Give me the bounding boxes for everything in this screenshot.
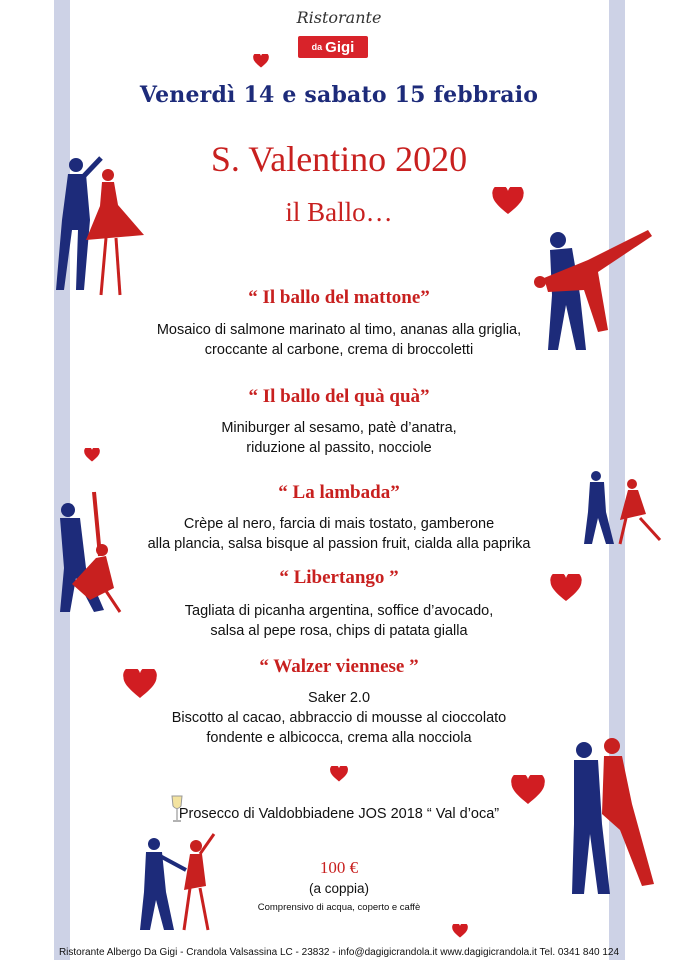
course-line: fondente e albicocca, crema alla nocciola: [206, 730, 472, 746]
wine-pairing: Prosecco di Valdobbiadene JOS 2018 “ Val d’oca”: [178, 806, 500, 822]
dancers-silhouette-top-left: [46, 150, 146, 305]
dancers-silhouette-middle-left: [50, 488, 130, 628]
course-line: alla plancia, salsa bisque al passion fruit, cialda alla paprika: [147, 536, 531, 552]
course-description: [0, 418, 678, 458]
heart-icon: [253, 54, 269, 68]
course-line: Tagliata di picanha argentina, soffice d’avocado,: [184, 603, 494, 619]
price-amount: 100 €: [319, 858, 359, 877]
brand-logo: [298, 36, 368, 58]
price-includes: Comprensivo di acqua, coperto e caffè: [257, 902, 421, 913]
course-line: Miniburger al sesamo, patè d’anatra,: [221, 420, 457, 436]
course-line: Biscotto al cacao, abbraccio di mousse al cioccolato: [171, 710, 507, 726]
course-line: Saker 2.0: [307, 690, 371, 706]
dancers-silhouette-top-right: [528, 220, 658, 355]
dancers-silhouette-bottom-right: [562, 734, 662, 904]
heart-icon: [511, 775, 545, 805]
course-line: croccante al carbone, crema di broccoletti: [204, 342, 474, 358]
course-title: “ Libertango ”: [279, 567, 399, 588]
event-title: S. Valentino 2020: [210, 139, 468, 179]
heart-icon: [330, 766, 348, 782]
course-line: salsa al pepe rosa, chips di patata gialla: [210, 623, 468, 639]
course-line: Mosaico di salmone marinato al timo, ananas alla griglia,: [156, 322, 522, 338]
dancers-silhouette-middle-right: [580, 464, 665, 549]
course-line: Crèpe al nero, farcia di mais tostato, gamberone: [183, 516, 495, 532]
dancers-silhouette-bottom-left: [130, 830, 220, 940]
heart-icon: [123, 669, 157, 699]
event-subtitle: il Ballo…: [285, 197, 393, 227]
heart-icon: [84, 448, 100, 462]
brand-logo-name: Gigi: [325, 38, 355, 56]
course-line: riduzione al passito, nocciole: [246, 440, 432, 456]
price-note: (a coppia): [308, 881, 370, 896]
heart-icon: [452, 924, 468, 938]
course-title: “ La lambada”: [278, 482, 400, 503]
heart-icon: [550, 574, 582, 602]
course-title: “ Il ballo del quà quà”: [248, 386, 430, 407]
course-title: “ Walzer viennese ”: [259, 656, 419, 677]
footer-contact: Ristorante Albergo Da Gigi - Crandola Valsassina LC - 23832 - info@dagigicrandola.it www.dagigicrandola.it Tel. 0341 840 124: [58, 947, 620, 958]
date-line: Venerdì 14 e sabato 15 febbraio: [139, 82, 539, 108]
brand-script: Ristorante: [296, 8, 382, 27]
course-title: “ Il ballo del mattone”: [248, 287, 430, 308]
brand-logo-small: da: [311, 42, 323, 52]
heart-icon: [492, 187, 524, 215]
